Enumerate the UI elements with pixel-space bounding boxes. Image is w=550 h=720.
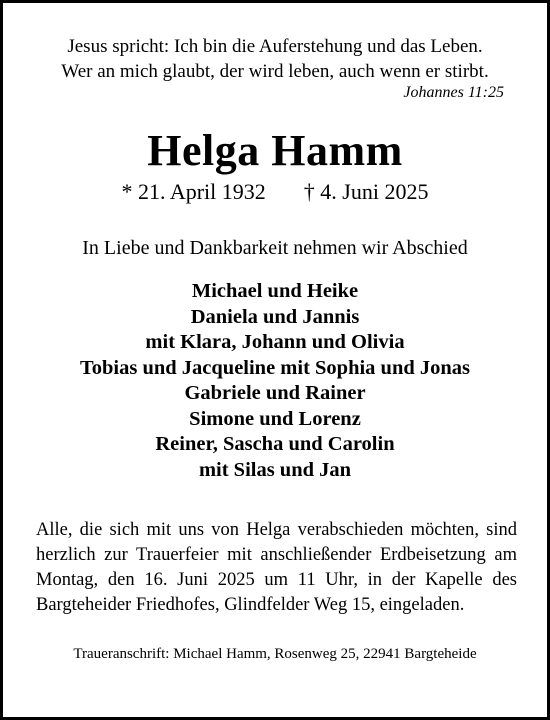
- birth-date: * 21. April 1932: [121, 179, 266, 204]
- mourning-address: Traueranschrift: Michael Hamm, Rosenweg 25, 22941 Bargteheide: [73, 646, 477, 662]
- deceased-name: Helga Hamm: [147, 126, 403, 175]
- mourner-line: Daniela und Jannis: [190, 305, 360, 328]
- bible-verse: [23, 34, 527, 84]
- life-dates: [3, 179, 547, 205]
- mourner-line: mit Klara, Johann und Olivia: [145, 331, 405, 353]
- farewell-text: In Liebe und Dankbarkeit nehmen wir Abschied: [82, 237, 468, 259]
- death-date: † 4. Juni 2025: [303, 179, 429, 204]
- mourner-line: Michael und Heike: [191, 280, 359, 302]
- verse-reference: Johannes 11:25: [403, 84, 504, 101]
- mourner-line: Tobias und Jacqueline mit Sophia und Jonas: [79, 356, 471, 379]
- mourners-list: [3, 279, 547, 483]
- mourner-line: Reiner, Sascha und Carolin: [155, 433, 395, 455]
- verse-line: Jesus spricht: Ich bin die Auferstehung und das Leben.: [67, 36, 483, 57]
- mourner-line: Simone und Lorenz: [189, 407, 361, 430]
- verse-line: Wer an mich glaubt, der wird leben, auch wenn er stirbt.: [61, 61, 489, 82]
- mourner-line: Gabriele und Rainer: [184, 382, 366, 404]
- mourner-line: mit Silas und Jan: [198, 458, 352, 481]
- funeral-invitation: Alle, die sich mit uns von Helga verabschieden möchten, sind herzlich zur Trauerfeier mit anschließender Erdbeisetzung am Montag, den 16. Juni 2025 um 11 Uhr, in der Kapelle des Bargteheider Friedhofes, Glindfelder Weg 15, eingeladen.: [36, 520, 517, 615]
